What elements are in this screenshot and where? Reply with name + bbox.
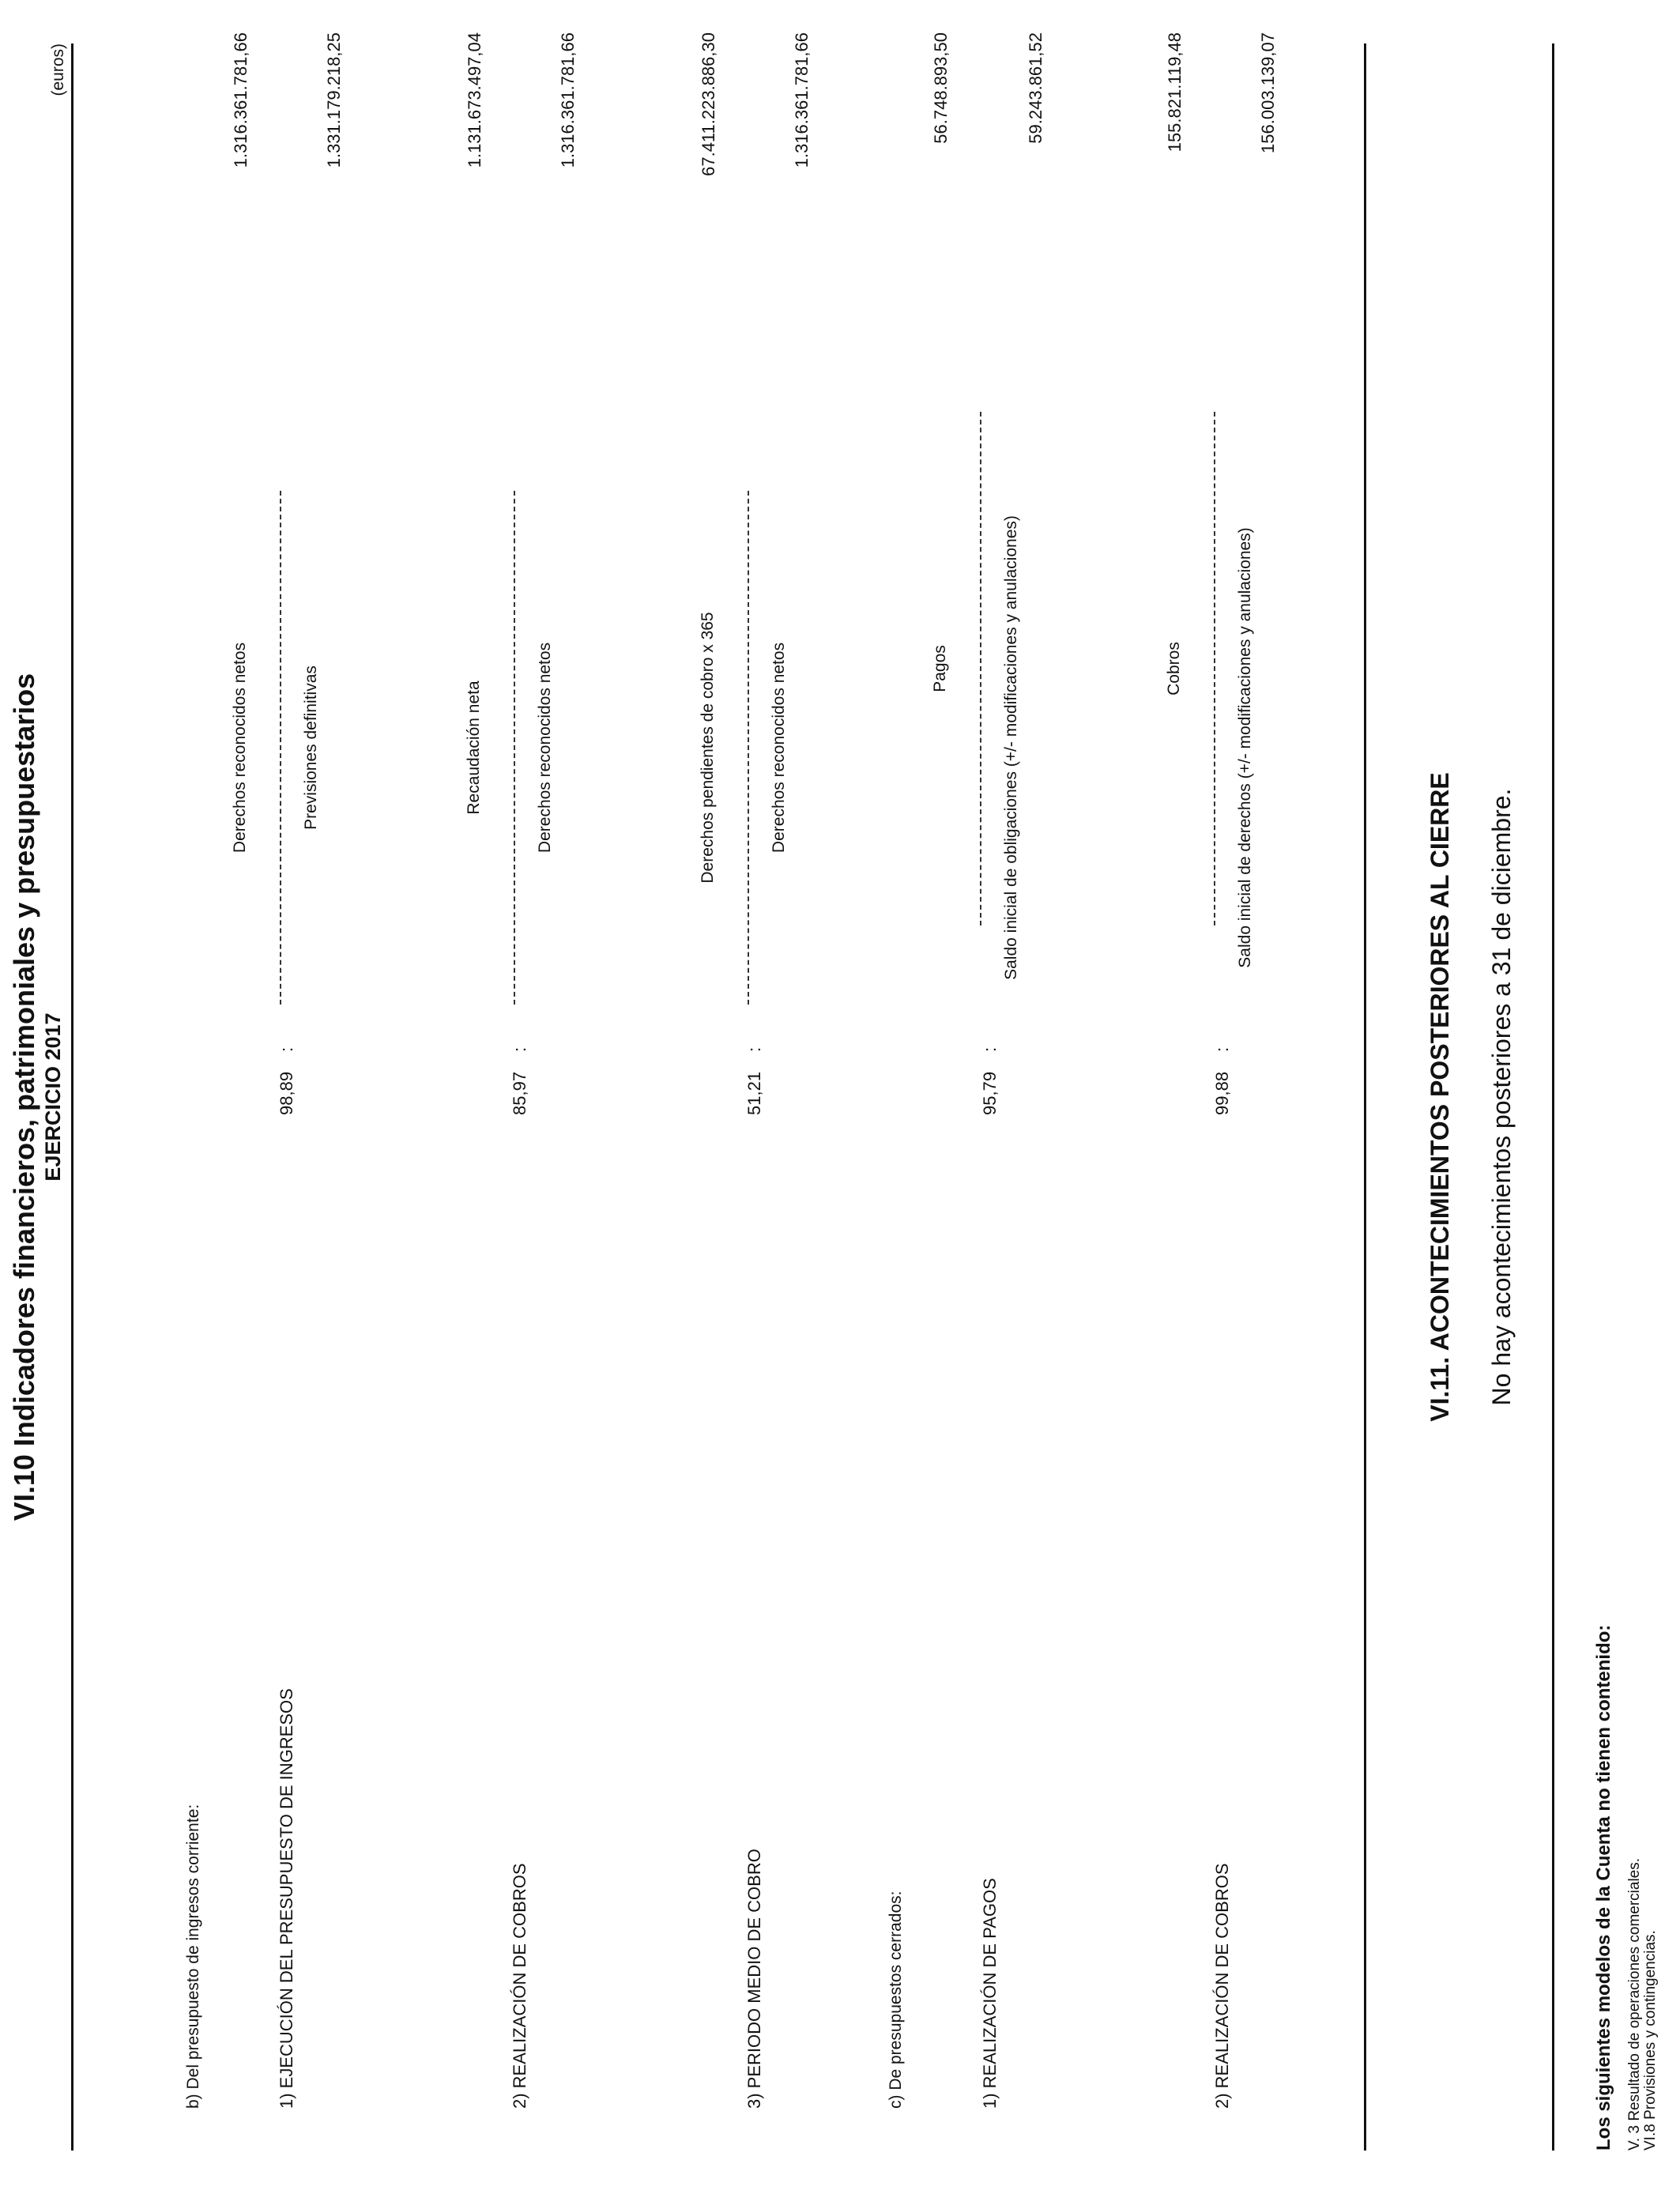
fraction-line (280, 491, 281, 1005)
denominator-label: Previsiones definitivas (302, 665, 320, 830)
indicator-ratio: 51,21 (744, 1071, 764, 1115)
indicator-separator: : (980, 1046, 1000, 1052)
numerator-label: Derechos reconocidos netos (231, 642, 249, 854)
numerator-value: 1.316.361.781,66 (231, 32, 250, 168)
denominator-value: 1.331.179.218,25 (324, 32, 344, 168)
denominator-value: 1.316.361.781,66 (792, 32, 812, 168)
numerator-value: 56.748.893,50 (931, 32, 951, 144)
denominator-label: Saldo inicial de obligaciones (+/- modificaciones y anulaciones) (1002, 515, 1020, 980)
top-rule (71, 43, 73, 2151)
footer-item: VI.8 Provisiones y contingencias. (1642, 1930, 1659, 2151)
denominator-value: 1.316.361.781,66 (558, 32, 578, 168)
indicator-label: 2) REALIZACIÓN DE COBROS (1212, 1863, 1232, 2109)
page-subtitle: EJERCICIO 2017 (41, 1012, 65, 1182)
numerator-value: 155.821.119,48 (1165, 32, 1185, 153)
footer-item: V. 3 Resultado de operaciones comerciales. (1626, 1857, 1643, 2151)
indicator-ratio: 98,89 (277, 1071, 296, 1115)
indicator-separator: : (744, 1046, 764, 1052)
denominator-label: Derechos reconocidos netos (536, 642, 554, 854)
section-rule (1364, 43, 1366, 2151)
numerator-label: Recaudación neta (465, 680, 483, 815)
denominator-value: 59.243.861,52 (1026, 32, 1045, 144)
numerator-label: Pagos (931, 645, 949, 692)
indicator-separator: : (510, 1046, 529, 1052)
denominator-label: Derechos reconocidos netos (770, 642, 788, 854)
denominator-value: 156.003.139,07 (1258, 32, 1278, 153)
section-heading-c: c) De presupuestos cerrados: (887, 1891, 905, 2109)
events-title: VI.11. ACONTECIMIENTOS POSTERIORES AL CIERRE (1426, 772, 1454, 1422)
page-title: VI.10 Indicadores financieros, patrimoniales y presupuestarios (8, 673, 40, 1521)
indicator-fraction (231, 491, 326, 1005)
fraction-line (1214, 412, 1215, 925)
bottom-rule (1552, 43, 1554, 2151)
indicator-fraction (931, 309, 1026, 1186)
numerator-label: Cobros (1165, 642, 1183, 696)
indicator-label: 2) REALIZACIÓN DE COBROS (510, 1863, 529, 2109)
indicator-label: 1) EJECUCIÓN DEL PRESUPUESTO DE INGRESOS (277, 1688, 296, 2109)
indicator-separator: : (1212, 1046, 1232, 1052)
events-text: No hay acontecimientos posteriores a 31 de diciembre. (1487, 788, 1516, 1406)
indicator-label: 3) PERIODO MEDIO DE COBRO (744, 1849, 764, 2109)
denominator-label: Saldo inicial de derechos (+/- modificaciones y anulaciones) (1236, 527, 1254, 968)
section-heading-b: b) Del presupuesto de ingresos corriente: (184, 1804, 202, 2109)
indicator-fraction (1165, 309, 1260, 1186)
indicator-ratio: 99,88 (1212, 1071, 1232, 1115)
fraction-line (748, 491, 749, 1005)
indicator-fraction (699, 491, 793, 1005)
fraction-line (980, 412, 981, 925)
footer-title: Los siguientes modelos de la Cuenta no tienen contenido: (1593, 1624, 1614, 2151)
indicator-ratio: 85,97 (510, 1071, 529, 1115)
numerator-value: 67.411.223.886,30 (699, 32, 718, 176)
numerator-label: Derechos pendientes de cobro x 365 (699, 612, 717, 884)
fraction-line (514, 491, 515, 1005)
indicator-label: 1) REALIZACIÓN DE PAGOS (980, 1878, 1000, 2109)
numerator-value: 1.131.673.497,04 (465, 32, 484, 168)
indicator-fraction (465, 491, 559, 1005)
unit-label: (euros) (49, 43, 67, 96)
indicator-ratio: 95,79 (980, 1071, 1000, 1115)
indicator-separator: : (277, 1046, 296, 1052)
